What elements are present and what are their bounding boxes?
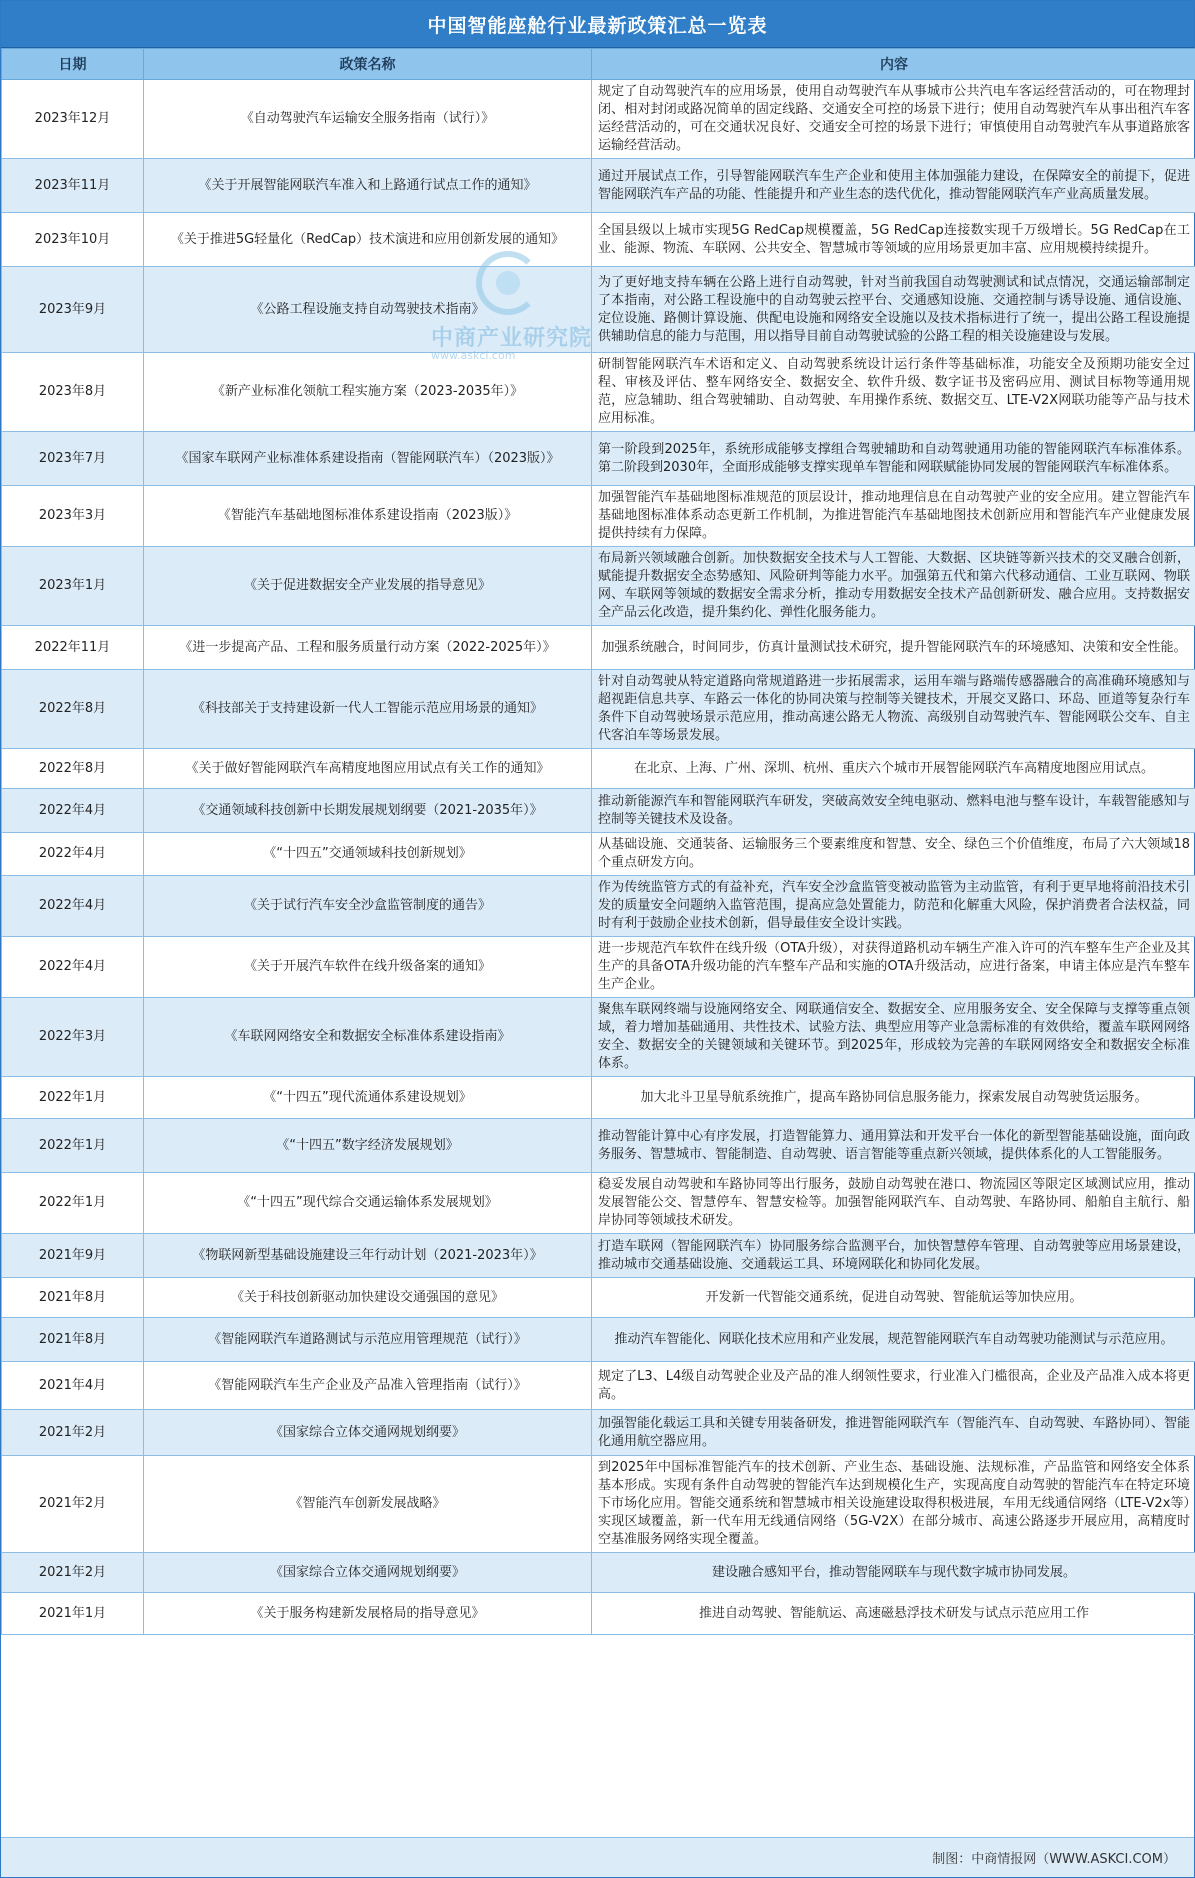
cell-date: 2021年2月 bbox=[2, 1553, 144, 1593]
cell-date: 2022年4月 bbox=[2, 789, 144, 833]
cell-content: 加大北斗卫星导航系统推广，提高车路协同信息服务能力，探索发展自动驾驶货运服务。 bbox=[592, 1077, 1195, 1119]
cell-date: 2023年1月 bbox=[2, 547, 144, 626]
cell-date: 2021年4月 bbox=[2, 1362, 144, 1410]
table-header-row bbox=[2, 49, 1195, 80]
cell-content: 打造车联网（智能网联汽车）协同服务综合监测平台，加快智慧停车管理、自动驾驶等应用场景建设，推动城市交通基础设施、交通载运工具、环境网联化和协同化发展。 bbox=[592, 1234, 1195, 1278]
cell-date: 2022年8月 bbox=[2, 749, 144, 789]
cell-content: 到2025年中国标准智能汽车的技术创新、产业生态、基础设施、法规标准，产品监管和网络安全体系基本形成。实现有条件自动驾驶的智能汽车达到规模化生产，实现高度自动驾驶的智能汽车在特定环境下市场化应用。智能交通系统和智慧城市相关设施建设取得积极进展，车用无线通信网络（LTE-V2x等）实现区域覆盖，新一代车用无线通信网络（5G-V2X）在部分城市、高速公路逐步开展应用，高精度时空基准服务网络实现全覆盖。 bbox=[592, 1456, 1195, 1553]
table-row bbox=[2, 1077, 1195, 1119]
table-row bbox=[2, 937, 1195, 998]
cell-date: 2022年1月 bbox=[2, 1119, 144, 1173]
table-row bbox=[2, 267, 1195, 353]
cell-content: 聚焦车联网终端与设施网络安全、网联通信安全、数据安全、应用服务安全、安全保障与支撑等重点领域，着力增加基础通用、共性技术、试验方法、典型应用等产业急需标准的有效供给，覆盖车联网网络安全、数据安全的关键领域和关键环节。到2025年，形成较为完善的车联网网络安全和数据安全标准体系。 bbox=[592, 998, 1195, 1077]
table-row bbox=[2, 353, 1195, 432]
watermark-text: 中商产业研究院 bbox=[431, 326, 593, 351]
cell-policy-name: 《国家车联网产业标准体系建设指南（智能网联汽车）（2023版）》 bbox=[144, 432, 592, 486]
footer-credit: 制图：中商情报网（WWW.ASKCI.COM） bbox=[1, 1837, 1194, 1877]
table-row bbox=[2, 626, 1195, 670]
cell-policy-name: 《关于促进数据安全产业发展的指导意见》 bbox=[144, 547, 592, 626]
table-row bbox=[2, 749, 1195, 789]
cell-date: 2022年4月 bbox=[2, 833, 144, 876]
cell-content: 为了更好地支持车辆在公路上进行自动驾驶，针对当前我国自动驾驶测试和试点情况，交通运输部制定了本指南，对公路工程设施中的自动驾驶云控平台、交通感知设施、交通控制与诱导设施、通信设施、定位设施、路侧计算设施、供配电设施和网络安全设施以及技术指标进行了统一，提出公路工程设施提供辅助信息的能力与范围，用以指导目前自动驾驶试验的公路工程的相关设施建设与发展。 bbox=[592, 267, 1195, 353]
cell-policy-name: 《智能汽车基础地图标准体系建设指南（2023版）》 bbox=[144, 486, 592, 547]
table-body bbox=[2, 80, 1195, 1635]
table-row bbox=[2, 833, 1195, 876]
cell-policy-name: 《自动驾驶汽车运输安全服务指南（试行）》 bbox=[144, 80, 592, 159]
cell-policy-name: 《“十四五”数字经济发展规划》 bbox=[144, 1119, 592, 1173]
cell-date: 2023年9月 bbox=[2, 267, 144, 353]
cell-content: 作为传统监管方式的有益补充，汽车安全沙盒监管变被动监管为主动监管，有利于更早地将前沿技术引发的质量安全问题纳入监管范围，提高应急处置能力，防范和化解重大风险，保护消费者合法权益，同时有利于鼓励企业技术创新，倡导最佳安全设计实践。 bbox=[592, 876, 1195, 937]
table-row bbox=[2, 80, 1195, 159]
page-title: 中国智能座舱行业最新政策汇总一览表 bbox=[1, 1, 1194, 48]
cell-date: 2021年9月 bbox=[2, 1234, 144, 1278]
cell-content: 推进自动驾驶、智能航运、高速磁悬浮技术研发与试点示范应用工作 bbox=[592, 1593, 1195, 1635]
table-row bbox=[2, 1173, 1195, 1234]
cell-policy-name: 《关于服务构建新发展格局的指导意见》 bbox=[144, 1593, 592, 1635]
cell-policy-name: 《关于推进5G轻量化（RedCap）技术演进和应用创新发展的通知》 bbox=[144, 213, 592, 267]
cell-content: 稳妥发展自动驾驶和车路协同等出行服务，鼓励自动驾驶在港口、物流园区等限定区域测试应用，推动发展智能公交、智慧停车、智慧安检等。加强智能网联汽车、自动驾驶、车路协同、船舶自主航行、船岸协同等领域技术研发。 bbox=[592, 1173, 1195, 1234]
cell-date: 2022年4月 bbox=[2, 876, 144, 937]
cell-content: 全国县级以上城市实现5G RedCap规模覆盖，5G RedCap连接数实现千万级增长。5G RedCap在工业、能源、物流、车联网、公共安全、智慧城市等领域的应用场景更加丰富、应用规模持续提升。 bbox=[592, 213, 1195, 267]
cell-content: 推动新能源汽车和智能网联汽车研发，突破高效安全纯电驱动、燃料电池与整车设计，车载智能感知与控制等关键技术及设备。 bbox=[592, 789, 1195, 833]
table-row bbox=[2, 159, 1195, 213]
cell-content: 规定了L3、L4级自动驾驶企业及产品的准人纲领性要求，行业准入门槛很高，企业及产品准入成本将更高。 bbox=[592, 1362, 1195, 1410]
cell-date: 2022年1月 bbox=[2, 1077, 144, 1119]
cell-policy-name: 《公路工程设施支持自动驾驶技术指南》 bbox=[144, 267, 592, 353]
cell-date: 2023年12月 bbox=[2, 80, 144, 159]
cell-policy-name: 《智能汽车创新发展战略》 bbox=[144, 1456, 592, 1553]
cell-date: 2023年3月 bbox=[2, 486, 144, 547]
table-row bbox=[2, 998, 1195, 1077]
cell-date: 2023年10月 bbox=[2, 213, 144, 267]
cell-policy-name: 《关于科技创新驱动加快建设交通强国的意见》 bbox=[144, 1278, 592, 1318]
table-row bbox=[2, 1318, 1195, 1362]
cell-policy-name: 《关于试行汽车安全沙盒监管制度的通告》 bbox=[144, 876, 592, 937]
cell-content: 第一阶段到2025年，系统形成能够支撑组合驾驶辅助和自动驾驶通用功能的智能网联汽车标准体系。第二阶段到2030年，全面形成能够支撑实现单车智能和网联赋能协同发展的智能网联汽车标准体系。 bbox=[592, 432, 1195, 486]
cell-date: 2022年4月 bbox=[2, 937, 144, 998]
cell-date: 2021年1月 bbox=[2, 1593, 144, 1635]
cell-date: 2023年7月 bbox=[2, 432, 144, 486]
cell-policy-name: 《关于开展智能网联汽车准入和上路通行试点工作的通知》 bbox=[144, 159, 592, 213]
cell-date: 2021年8月 bbox=[2, 1318, 144, 1362]
cell-policy-name: 《智能网联汽车生产企业及产品准入管理指南（试行）》 bbox=[144, 1362, 592, 1410]
table-row bbox=[2, 1119, 1195, 1173]
cell-content: 通过开展试点工作，引导智能网联汽车生产企业和使用主体加强能力建设，在保障安全的前提下，促进智能网联汽车产品的功能、性能提升和产业生态的迭代优化，推动智能网联汽车产业高质量发展。 bbox=[592, 159, 1195, 213]
table-row bbox=[2, 1410, 1195, 1456]
cell-policy-name: 《进一步提高产品、工程和服务质量行动方案（2022-2025年）》 bbox=[144, 626, 592, 670]
cell-content: 针对自动驾驶从特定道路向常规道路进一步拓展需求，运用车端与路端传感器融合的高准确环境感知与超视距信息共享、车路云一体化的协同决策与控制等关键技术，开展交叉路口、环岛、匝道等复杂行车条件下自动驾驶场景示范应用，推动高速公路无人物流、高级别自动驾驶汽车、智能网联公交车、自主代客泊车等场景发展。 bbox=[592, 670, 1195, 749]
table-row bbox=[2, 547, 1195, 626]
table-row bbox=[2, 1234, 1195, 1278]
table-row bbox=[2, 670, 1195, 749]
table-row bbox=[2, 486, 1195, 547]
cell-policy-name: 《国家综合立体交通网规划纲要》 bbox=[144, 1410, 592, 1456]
cell-date: 2022年11月 bbox=[2, 626, 144, 670]
cell-content: 规定了自动驾驶汽车的应用场景，使用自动驾驶汽车从事城市公共汽电车客运经营活动的，可在物理封闭、相对封闭或路况简单的固定线路、交通安全可控的场景下进行；使用自动驾驶汽车从事出租汽车客运经营活动的，可在交通状况良好、交通安全可控的场景下进行；审慎使用自动驾驶汽车从事道路旅客运输经营活动。 bbox=[592, 80, 1195, 159]
table-row bbox=[2, 1278, 1195, 1318]
policy-table bbox=[1, 48, 1195, 1635]
cell-content: 加强智能汽车基础地图标准规范的顶层设计，推动地理信息在自动驾驶产业的安全应用。建立智能汽车基础地图标准体系动态更新工作机制，为推进智能汽车基础地图技术创新应用和智能汽车产业健康发展提供持续有力保障。 bbox=[592, 486, 1195, 547]
cell-date: 2023年8月 bbox=[2, 353, 144, 432]
cell-content: 进一步规范汽车软件在线升级（OTA升级），对获得道路机动车辆生产准入许可的汽车整车生产企业及其生产的具备OTA升级功能的汽车整车产品和实施的OTA升级活动，应进行备案，申请主体应是汽车整车生产企业。 bbox=[592, 937, 1195, 998]
cell-date: 2021年2月 bbox=[2, 1456, 144, 1553]
cell-policy-name: 《国家综合立体交通网规划纲要》 bbox=[144, 1553, 592, 1593]
cell-content: 布局新兴领域融合创新。加快数据安全技术与人工智能、大数据、区块链等新兴技术的交叉融合创新，赋能提升数据安全态势感知、风险研判等能力水平。加强第五代和第六代移动通信、工业互联网、物联网、车联网等领域的数据安全需求分析，推动专用数据安全技术产品创新研发、融合应用。支持数据安全产品云化改造，提升集约化、弹性化服务能力。 bbox=[592, 547, 1195, 626]
cell-content: 推动汽车智能化、网联化技术应用和产业发展，规范智能网联汽车自动驾驶功能测试与示范应用。 bbox=[592, 1318, 1195, 1362]
cell-policy-name: 《关于做好智能网联汽车高精度地图应用试点有关工作的通知》 bbox=[144, 749, 592, 789]
table-row bbox=[2, 1553, 1195, 1593]
column-header-date: 日期 bbox=[2, 49, 144, 80]
cell-content: 加强智能化载运工具和关键专用装备研发，推进智能网联汽车（智能汽车、自动驾驶、车路协同）、智能化通用航空器应用。 bbox=[592, 1410, 1195, 1456]
cell-policy-name: 《物联网新型基础设施建设三年行动计划（2021-2023年）》 bbox=[144, 1234, 592, 1278]
cell-content: 建设融合感知平台，推动智能网联车与现代数字城市协同发展。 bbox=[592, 1553, 1195, 1593]
table-row bbox=[2, 876, 1195, 937]
table-row bbox=[2, 789, 1195, 833]
cell-content: 在北京、上海、广州、深圳、杭州、重庆六个城市开展智能网联汽车高精度地图应用试点。 bbox=[592, 749, 1195, 789]
cell-policy-name: 《交通领域科技创新中长期发展规划纲要（2021-2035年）》 bbox=[144, 789, 592, 833]
cell-policy-name: 《科技部关于支持建设新一代人工智能示范应用场景的通知》 bbox=[144, 670, 592, 749]
table-row bbox=[2, 1456, 1195, 1553]
cell-content: 研制智能网联汽车术语和定义、自动驾驶系统设计运行条件等基础标准，功能安全及预期功能安全过程、审核及评估、整车网络安全、数据安全、软件升级、数字证书及密码应用、测试目标物等通用规范，应急辅助、组合驾驶辅助、自动驾驶、车用操作系统、数据交互、LTE-V2X网联功能等产品与技术应用标准。 bbox=[592, 353, 1195, 432]
column-header-name: 政策名称 bbox=[144, 49, 592, 80]
cell-policy-name: 《智能网联汽车道路测试与示范应用管理规范（试行）》 bbox=[144, 1318, 592, 1362]
cell-date: 2021年8月 bbox=[2, 1278, 144, 1318]
cell-content: 推动智能计算中心有序发展，打造智能算力、通用算法和开发平台一体化的新型智能基础设施，面向政务服务、智慧城市、智能制造、自动驾驶、语言智能等重点新兴领域，提供体系化的人工智能服务。 bbox=[592, 1119, 1195, 1173]
cell-policy-name: 《新产业标准化领航工程实施方案（2023-2035年）》 bbox=[144, 353, 592, 432]
table-row bbox=[2, 1362, 1195, 1410]
watermark-url: www.askci.com bbox=[431, 349, 516, 362]
cell-date: 2023年11月 bbox=[2, 159, 144, 213]
cell-date: 2021年2月 bbox=[2, 1410, 144, 1456]
table-row bbox=[2, 213, 1195, 267]
table-row bbox=[2, 432, 1195, 486]
cell-policy-name: 《“十四五”现代综合交通运输体系发展规划》 bbox=[144, 1173, 592, 1234]
table-row bbox=[2, 1593, 1195, 1635]
cell-policy-name: 《关于开展汽车软件在线升级备案的通知》 bbox=[144, 937, 592, 998]
cell-content: 开发新一代智能交通系统，促进自动驾驶、智能航运等加快应用。 bbox=[592, 1278, 1195, 1318]
cell-content: 从基础设施、交通装备、运输服务三个要素维度和智慧、安全、绿色三个价值维度，布局了六大领域18个重点研发方向。 bbox=[592, 833, 1195, 876]
cell-date: 2022年8月 bbox=[2, 670, 144, 749]
cell-date: 2022年3月 bbox=[2, 998, 144, 1077]
column-header-content: 内容 bbox=[592, 49, 1195, 80]
cell-date: 2022年1月 bbox=[2, 1173, 144, 1234]
cell-policy-name: 《“十四五”交通领域科技创新规划》 bbox=[144, 833, 592, 876]
cell-policy-name: 《“十四五”现代流通体系建设规划》 bbox=[144, 1077, 592, 1119]
cell-policy-name: 《车联网网络安全和数据安全标准体系建设指南》 bbox=[144, 998, 592, 1077]
cell-content: 加强系统融合，时间同步，仿真计量测试技术研究，提升智能网联汽车的环境感知、决策和安全性能。 bbox=[592, 626, 1195, 670]
